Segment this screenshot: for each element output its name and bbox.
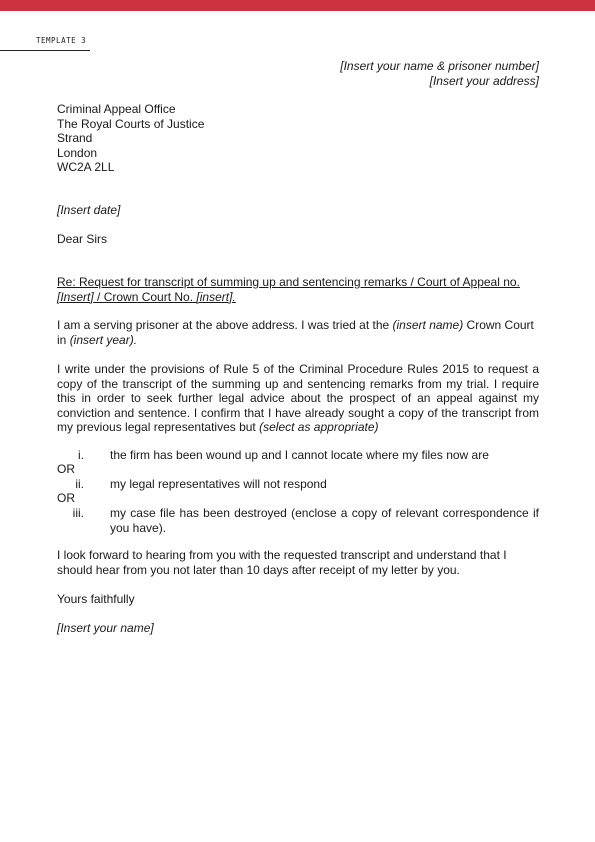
signoff: Yours faithfully bbox=[57, 592, 135, 606]
option-numeral: ii. bbox=[75, 477, 84, 491]
signature-placeholder: [Insert your name] bbox=[57, 621, 154, 635]
letter-date: [Insert date] bbox=[57, 203, 121, 217]
placeholder-text: (insert year). bbox=[69, 332, 138, 347]
option-numeral: iii. bbox=[72, 506, 84, 520]
paragraph-text: Crown Court in bbox=[57, 318, 534, 347]
sender-address-line: [Insert your address] bbox=[429, 73, 539, 88]
recipient-address bbox=[57, 102, 539, 175]
intro-paragraph bbox=[57, 318, 539, 347]
paragraph-text: I write under the provisions of Rule 5 of the Criminal Procedure Rules 2015 to request a copy of the transcript of the summing up and sentencing remarks from my trial. I require this in order to seek further legal advice about the prospect of an appeal against my conviction and sentence. I confirm that I have already sought a copy of the transcript from my previous legal representatives but bbox=[57, 362, 539, 434]
subject-text: / Crown Court No. bbox=[93, 289, 197, 304]
subject-placeholder: [insert]. bbox=[196, 289, 236, 304]
or-separator: OR bbox=[57, 462, 75, 476]
option-text: my case file has been destroyed (enclose a copy of relevant correspondence if you have). bbox=[110, 506, 539, 535]
sender-name-line: [Insert your name & prisoner number] bbox=[340, 59, 539, 73]
subject-placeholder: [Insert] bbox=[57, 289, 94, 304]
template-divider bbox=[0, 50, 90, 51]
or-separator: OR bbox=[57, 491, 75, 505]
salutation: Dear Sirs bbox=[57, 232, 108, 246]
recipient-line: Strand bbox=[57, 131, 93, 145]
request-paragraph bbox=[57, 362, 539, 435]
option-text: the firm has been wound up and I cannot locate where my files now are bbox=[110, 448, 489, 462]
recipient-line: WC2A 2LL bbox=[57, 160, 115, 174]
recipient-line: Criminal Appeal Office bbox=[57, 102, 176, 116]
subject-text: Re: Request for transcript of summing up and sentencing remarks / Court of Appeal no. bbox=[57, 275, 520, 289]
placeholder-text: (insert name) bbox=[392, 318, 464, 332]
recipient-line: The Royal Courts of Justice bbox=[57, 116, 205, 131]
option-numeral: i. bbox=[78, 448, 84, 462]
placeholder-text: (select as appropriate) bbox=[259, 420, 379, 434]
recipient-line: London bbox=[57, 145, 98, 160]
template-label: TEMPLATE 3 bbox=[36, 36, 87, 45]
sender-block bbox=[340, 59, 539, 88]
closing-paragraph: I look forward to hearing from you with the requested transcript and understand that I should hear from you not later than 10 days after receipt of my letter by you. bbox=[57, 548, 507, 577]
paragraph-text: I am a serving prisoner at the above address. I was tried at the bbox=[57, 318, 393, 332]
option-text: my legal representatives will not respond bbox=[110, 477, 327, 491]
top-accent-bar bbox=[0, 0, 595, 11]
subject-line bbox=[57, 275, 539, 304]
